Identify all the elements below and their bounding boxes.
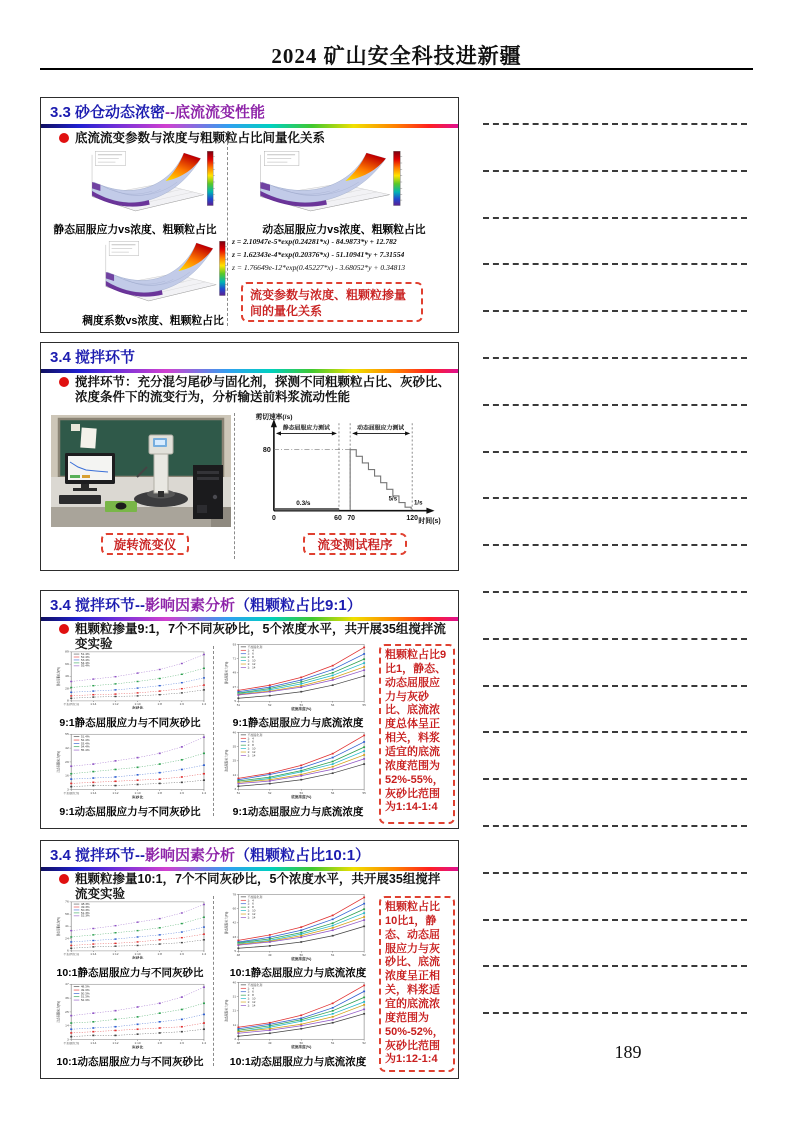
svg-text:36: 36 <box>65 996 69 1000</box>
svg-text:静态屈服应力(Pa): 静态屈服应力(Pa) <box>224 661 229 684</box>
svg-text:53: 53 <box>299 703 303 707</box>
svg-text:51: 51 <box>236 703 241 707</box>
note-line <box>483 872 747 874</box>
svg-text:70: 70 <box>347 514 356 522</box>
slide-2-title <box>50 346 135 367</box>
svg-text:1:4: 1:4 <box>201 791 207 796</box>
svg-text:1：8: 1：8 <box>247 743 254 748</box>
callout-quantified-relation: 流变参数与浓度、粗颗粒掺量间的量化关系 <box>241 282 423 322</box>
note-line <box>483 170 747 172</box>
svg-text:51.3%: 51.3% <box>80 912 90 915</box>
svg-text:1:4: 1:4 <box>201 953 207 956</box>
slide-1-title-seg2: --底流流变性能 <box>165 104 266 121</box>
caption-dynamic-yield: 动态屈服应力vs浓度、粗颗粒占比 <box>262 224 426 236</box>
svg-text:76: 76 <box>65 900 69 904</box>
svg-text:1:8: 1:8 <box>157 953 162 956</box>
svg-text:48.3%: 48.3% <box>80 985 90 989</box>
svg-text:60: 60 <box>334 514 342 522</box>
note-line <box>483 217 747 219</box>
caption-10-static-ratio: 10:1静态屈服应力与不同灰砂比 <box>56 967 204 979</box>
svg-text:动态屈服应力(Pa): 动态屈服应力(Pa) <box>224 749 229 772</box>
svg-text:3: 3 <box>66 787 69 792</box>
svg-text:55: 55 <box>362 703 366 707</box>
svg-text:1：8: 1：8 <box>247 905 254 910</box>
chart-9-static-vs-concentration <box>223 641 367 713</box>
svg-text:48: 48 <box>236 1041 241 1045</box>
bullet-icon <box>59 377 69 387</box>
svg-text:49: 49 <box>65 674 69 679</box>
svg-text:14: 14 <box>232 773 237 777</box>
note-line <box>483 919 747 921</box>
svg-text:灰砂比: 灰砂比 <box>131 955 144 960</box>
slide-3-bullet-text: 粗颗粒掺量9:1，7个不同灰砂比，5个浓度水平，共开展35组搅拌流变实验 <box>75 622 446 652</box>
svg-text:31: 31 <box>232 994 237 999</box>
svg-text:78: 78 <box>232 892 237 897</box>
svg-text:1：10: 1：10 <box>247 746 256 751</box>
caption-9-dynamic-ratio: 9:1动态屈服应力与不同灰砂比 <box>59 806 201 818</box>
svg-text:51: 51 <box>236 791 241 795</box>
svg-text:动态屈服应力(Pa): 动态屈服应力(Pa) <box>56 751 61 773</box>
caption-consistency: 稠度系数vs浓度、粗颗粒占比 <box>82 315 224 327</box>
svg-text:剪切速率(/s): 剪切速率(/s) <box>255 414 293 422</box>
slide-3-title-seg2: 影响因素分析 <box>145 597 236 614</box>
svg-text:1:12: 1:12 <box>112 1041 119 1046</box>
svg-text:40: 40 <box>232 980 237 985</box>
svg-text:1：14: 1：14 <box>247 915 256 920</box>
bullet-icon <box>59 874 69 884</box>
svg-text:25: 25 <box>232 758 237 763</box>
rainbow-divider <box>41 369 458 373</box>
svg-text:1:12: 1:12 <box>112 791 119 796</box>
svg-text:27: 27 <box>232 685 237 689</box>
slide-1-title <box>50 101 265 122</box>
svg-text:49: 49 <box>268 1041 272 1045</box>
slide-4-title-seg3: （粗颗粒占比10:1） <box>235 847 371 864</box>
svg-text:2: 2 <box>234 1037 237 1042</box>
svg-text:49: 49 <box>232 670 237 675</box>
svg-text:1：12: 1：12 <box>247 750 256 754</box>
svg-text:1:12: 1:12 <box>112 953 119 956</box>
rainbow-divider <box>41 867 458 871</box>
svg-text:55.4%: 55.4% <box>80 665 90 668</box>
note-line <box>483 497 747 499</box>
svg-text:1：10: 1：10 <box>247 908 256 913</box>
slide-3 <box>40 590 459 829</box>
svg-text:5: 5 <box>234 699 237 704</box>
equation-1: z = 2.10947e-5*exp(0.24281*x) - 84.9873*y + 12.782 <box>232 237 397 246</box>
svg-text:1：6: 1：6 <box>247 901 254 906</box>
note-line <box>483 310 747 312</box>
note-line <box>483 357 747 359</box>
svg-text:52: 52 <box>268 703 272 707</box>
rainbow-divider <box>41 617 458 621</box>
svg-text:52: 52 <box>362 953 366 957</box>
svg-text:不加固化剂: 不加固化剂 <box>247 733 263 737</box>
svg-text:1:8: 1:8 <box>157 1041 162 1046</box>
svg-text:60: 60 <box>232 906 237 911</box>
svg-text:120: 120 <box>406 514 418 522</box>
slide-2 <box>40 342 459 571</box>
slide-4-title-seg1: 3.4 搅拌环节-- <box>50 847 146 864</box>
svg-text:5: 5 <box>234 949 237 954</box>
svg-text:52.3%: 52.3% <box>80 915 90 918</box>
callout-rotary-rheometer: 旋转流变仪 <box>101 533 189 555</box>
equation-3: z = 1.76649e-12*exp(0.45227*x) - 3.68052*y + 0.34813 <box>232 263 406 272</box>
surface-plot-dynamic-yield-image <box>243 144 407 220</box>
svg-text:不加固化剂: 不加固化剂 <box>247 895 263 899</box>
svg-text:静态屈服应力(Pa): 静态屈服应力(Pa) <box>56 666 61 686</box>
note-line <box>483 778 747 780</box>
svg-text:69: 69 <box>65 662 69 666</box>
slide-1 <box>40 97 459 333</box>
svg-text:动态屈服应力测试: 动态屈服应力测试 <box>357 425 405 432</box>
svg-text:1/s: 1/s <box>414 499 423 507</box>
svg-text:28: 28 <box>65 686 69 691</box>
svg-text:49: 49 <box>268 953 272 957</box>
slide-3-title <box>50 594 362 615</box>
note-line <box>483 731 747 733</box>
svg-text:灰砂比: 灰砂比 <box>131 795 144 799</box>
svg-text:5/s: 5/s <box>388 495 398 503</box>
svg-text:23: 23 <box>232 935 237 939</box>
callout-conclusion-10to1: 粗颗粒占比10比1，静态、动态屈服应力与灰砂比、底流浓度呈正相关，料浆适宜的底流浓度范围为50%-52%，灰砂比范围为1:12-1:4 <box>379 896 455 1072</box>
svg-text:46: 46 <box>232 730 237 735</box>
header-rule <box>40 68 753 70</box>
svg-text:1:10: 1:10 <box>134 1041 141 1046</box>
svg-text:50: 50 <box>299 1041 303 1045</box>
svg-text:底流浓度(%): 底流浓度(%) <box>291 1045 312 1049</box>
slide-1-bullet-text: 底流流变参数与浓度与粗颗粒占比间量化关系 <box>75 131 326 145</box>
svg-text:52: 52 <box>362 1041 366 1045</box>
bullet-icon <box>59 624 69 634</box>
slide-4-bullet-text: 粗颗粒掺量10:1，7个不同灰砂比，5个浓度水平，共开展35组搅拌流变实验 <box>75 872 441 902</box>
svg-text:25: 25 <box>65 1010 69 1014</box>
note-line <box>483 263 747 265</box>
callout-rheology-test-program: 流变测试程序 <box>303 533 407 555</box>
svg-text:1:10: 1:10 <box>134 953 141 956</box>
note-line <box>483 404 747 406</box>
chart-9-dynamic-vs-ratio <box>55 731 207 801</box>
svg-text:1：8: 1：8 <box>247 993 254 998</box>
svg-text:51: 51 <box>331 1041 335 1045</box>
svg-text:底流浓度(%): 底流浓度(%) <box>291 795 312 799</box>
svg-text:3: 3 <box>66 1037 69 1042</box>
svg-text:55.4%: 55.4% <box>80 748 90 752</box>
svg-text:48: 48 <box>236 953 241 957</box>
svg-text:1:14: 1:14 <box>90 703 97 706</box>
svg-text:29: 29 <box>65 760 69 764</box>
page-title: 2024 矿山安全科技进新疆 <box>271 44 522 68</box>
note-line <box>483 123 747 125</box>
svg-text:55: 55 <box>362 791 366 795</box>
svg-text:1：10: 1：10 <box>247 658 256 663</box>
svg-text:1:10: 1:10 <box>134 703 141 706</box>
svg-text:52.3%: 52.3% <box>80 998 90 1002</box>
svg-text:89: 89 <box>65 650 69 654</box>
caption-9-static-concentration: 9:1静态屈服应力与底流浓度 <box>232 717 364 729</box>
svg-text:不加固化剂: 不加固化剂 <box>63 703 80 706</box>
svg-text:不加固化剂: 不加固化剂 <box>247 645 263 649</box>
svg-text:52.4%: 52.4% <box>80 656 90 659</box>
svg-text:1:8: 1:8 <box>157 703 162 706</box>
svg-text:底流浓度(%): 底流浓度(%) <box>291 957 312 961</box>
svg-text:3: 3 <box>234 787 237 792</box>
svg-text:1：4: 1：4 <box>247 648 254 653</box>
svg-text:51.4%: 51.4% <box>80 653 90 656</box>
svg-text:静态屈服应力测试: 静态屈服应力测试 <box>282 425 330 432</box>
svg-text:1:14: 1:14 <box>90 791 97 796</box>
svg-text:1:6: 1:6 <box>179 953 185 956</box>
caption-9-dynamic-concentration: 9:1动态屈服应力与底流浓度 <box>232 806 364 818</box>
svg-text:1：6: 1：6 <box>247 651 254 656</box>
slide-3-title-seg3: （粗颗粒占比9:1） <box>235 597 362 614</box>
svg-text:14: 14 <box>65 1024 69 1028</box>
svg-text:71: 71 <box>232 656 237 661</box>
svg-text:静态屈服应力(Pa): 静态屈服应力(Pa) <box>56 916 61 936</box>
note-line <box>483 825 747 827</box>
callout-conclusion-9to1: 粗颗粒占比9比1，静态、动态屈服应力与灰砂比、底流浓度总体呈正相关，料浆适宜的底流浓度范围为52%-55%，灰砂比范围为1:14-1:4 <box>379 644 455 824</box>
svg-text:1：4: 1：4 <box>247 986 254 991</box>
slide-2-bullet <box>59 375 451 406</box>
vertical-divider <box>234 413 235 559</box>
caption-9-static-ratio: 9:1静态屈服应力与不同灰砂比 <box>59 717 201 729</box>
svg-text:53: 53 <box>299 791 303 795</box>
chart-10-dynamic-vs-concentration <box>223 979 367 1051</box>
svg-text:1:12: 1:12 <box>112 703 119 706</box>
note-line <box>483 591 747 593</box>
svg-text:1：12: 1：12 <box>247 1000 256 1004</box>
svg-text:不加固化剂: 不加固化剂 <box>63 1041 80 1046</box>
svg-text:54.4%: 54.4% <box>80 745 90 749</box>
svg-text:1：10: 1：10 <box>247 996 256 1001</box>
svg-text:51.4%: 51.4% <box>80 735 90 739</box>
rheology-program-chart <box>239 409 443 529</box>
slide-2-bullet-text: 搅拌环节：充分混匀尾砂与固化剂，探测不同粗颗粒占比、灰砂比、浓度条件下的流变行为，分析输送前料浆流动性能 <box>75 375 451 405</box>
slide-2-title-seg1: 3.4 搅拌环节 <box>50 349 136 366</box>
chart-10-static-vs-ratio <box>55 899 207 961</box>
svg-text:50.3%: 50.3% <box>80 909 90 912</box>
note-line <box>483 965 747 967</box>
svg-text:不加固化剂: 不加固化剂 <box>247 983 263 987</box>
chart-9-static-vs-ratio <box>55 649 207 711</box>
svg-text:41: 41 <box>65 924 69 929</box>
svg-text:54: 54 <box>331 703 335 707</box>
svg-text:静态屈服应力(Pa): 静态屈服应力(Pa) <box>224 911 229 934</box>
svg-text:47: 47 <box>65 982 69 987</box>
svg-text:1：8: 1：8 <box>247 655 254 660</box>
svg-text:54.4%: 54.4% <box>80 662 90 665</box>
svg-text:灰砂比: 灰砂比 <box>131 1045 144 1049</box>
svg-text:35: 35 <box>232 744 237 749</box>
slide-4-title <box>50 844 370 865</box>
svg-text:8: 8 <box>66 699 69 703</box>
chart-9-dynamic-vs-concentration <box>223 729 367 801</box>
svg-text:1：14: 1：14 <box>247 1003 256 1008</box>
caption-10-dynamic-ratio: 10:1动态屈服应力与不同灰砂比 <box>56 1056 204 1068</box>
svg-text:58: 58 <box>65 912 69 916</box>
note-line <box>483 544 747 546</box>
note-line <box>483 638 747 640</box>
svg-text:动态屈服应力(Pa): 动态屈服应力(Pa) <box>56 1001 61 1023</box>
caption-10-static-concentration: 10:1静态屈服应力与底流浓度 <box>229 967 367 979</box>
svg-text:50: 50 <box>299 953 303 957</box>
svg-text:1：6: 1：6 <box>247 739 254 744</box>
caption-10-dynamic-concentration: 10:1动态屈服应力与底流浓度 <box>229 1056 367 1068</box>
slide-1-title-seg1: 3.3 砂仓动态浓密 <box>50 104 166 121</box>
chart-10-static-vs-concentration <box>223 891 367 963</box>
svg-text:21: 21 <box>232 1008 237 1013</box>
svg-text:1:6: 1:6 <box>179 791 185 796</box>
svg-text:11: 11 <box>232 1023 237 1027</box>
svg-text:1:10: 1:10 <box>134 791 141 796</box>
slide-3-title-seg1: 3.4 搅拌环节-- <box>50 597 146 614</box>
svg-text:1：12: 1：12 <box>247 662 256 666</box>
svg-text:1：12: 1：12 <box>247 912 256 916</box>
svg-text:42: 42 <box>232 920 237 925</box>
note-line <box>483 685 747 687</box>
svg-text:灰砂比: 灰砂比 <box>131 705 144 710</box>
svg-text:80: 80 <box>262 446 271 455</box>
rainbow-divider <box>41 124 458 128</box>
svg-text:51.3%: 51.3% <box>80 995 90 999</box>
note-line <box>483 451 747 453</box>
svg-text:53.4%: 53.4% <box>80 741 90 746</box>
svg-text:1：4: 1：4 <box>247 736 254 741</box>
bullet-icon <box>59 133 69 143</box>
caption-static-yield: 静态屈服应力vs浓度、粗颗粒占比 <box>53 224 217 236</box>
svg-text:0: 0 <box>271 514 276 522</box>
vertical-divider <box>213 646 214 816</box>
vertical-divider <box>213 896 214 1066</box>
svg-text:51: 51 <box>331 953 335 957</box>
svg-text:6: 6 <box>66 949 69 953</box>
svg-text:48.3%: 48.3% <box>80 903 90 906</box>
svg-text:不加固化剂: 不加固化剂 <box>63 791 80 796</box>
svg-text:1：14: 1：14 <box>247 665 256 670</box>
slide-4-title-seg2: 影响因素分析 <box>145 847 236 864</box>
svg-text:53.4%: 53.4% <box>80 659 90 662</box>
svg-text:0.3/s: 0.3/s <box>296 500 311 508</box>
svg-text:1:4: 1:4 <box>201 703 207 706</box>
svg-text:24: 24 <box>65 936 69 941</box>
slide-4 <box>40 840 459 1079</box>
svg-text:49.3%: 49.3% <box>80 906 90 909</box>
surface-plot-consistency-image <box>91 234 231 310</box>
svg-text:底流浓度(%): 底流浓度(%) <box>291 707 312 711</box>
svg-text:1：14: 1：14 <box>247 753 256 758</box>
svg-text:不加固化剂: 不加固化剂 <box>63 953 80 956</box>
svg-text:1:6: 1:6 <box>179 703 185 706</box>
equation-2: z = 1.62343e-4*exp(0.20376*x) - 51.10941*y + 7.31554 <box>232 250 405 259</box>
svg-text:93: 93 <box>232 642 237 647</box>
svg-text:50.3%: 50.3% <box>80 991 90 996</box>
page-number: 189 <box>614 1042 642 1062</box>
svg-text:55: 55 <box>65 732 69 737</box>
svg-text:1:4: 1:4 <box>201 1041 207 1046</box>
svg-text:42: 42 <box>65 746 69 750</box>
svg-text:52.4%: 52.4% <box>80 738 90 742</box>
chart-10-dynamic-vs-ratio <box>55 981 207 1051</box>
svg-text:动态屈服应力(Pa): 动态屈服应力(Pa) <box>224 999 229 1022</box>
rheometer-photo <box>51 415 231 527</box>
svg-text:54: 54 <box>331 791 335 795</box>
svg-text:时间(s): 时间(s) <box>418 517 441 525</box>
surface-plot-static-yield-image <box>77 144 219 220</box>
svg-text:1:14: 1:14 <box>90 1041 97 1046</box>
svg-text:49.3%: 49.3% <box>80 988 90 992</box>
svg-text:1:6: 1:6 <box>179 1041 185 1046</box>
svg-text:16: 16 <box>65 774 69 778</box>
svg-text:1：6: 1：6 <box>247 989 254 994</box>
svg-text:1:14: 1:14 <box>90 953 97 956</box>
svg-text:1：4: 1：4 <box>247 898 254 903</box>
note-line <box>483 1012 747 1014</box>
svg-text:1:8: 1:8 <box>157 791 162 796</box>
svg-text:52: 52 <box>268 791 272 795</box>
